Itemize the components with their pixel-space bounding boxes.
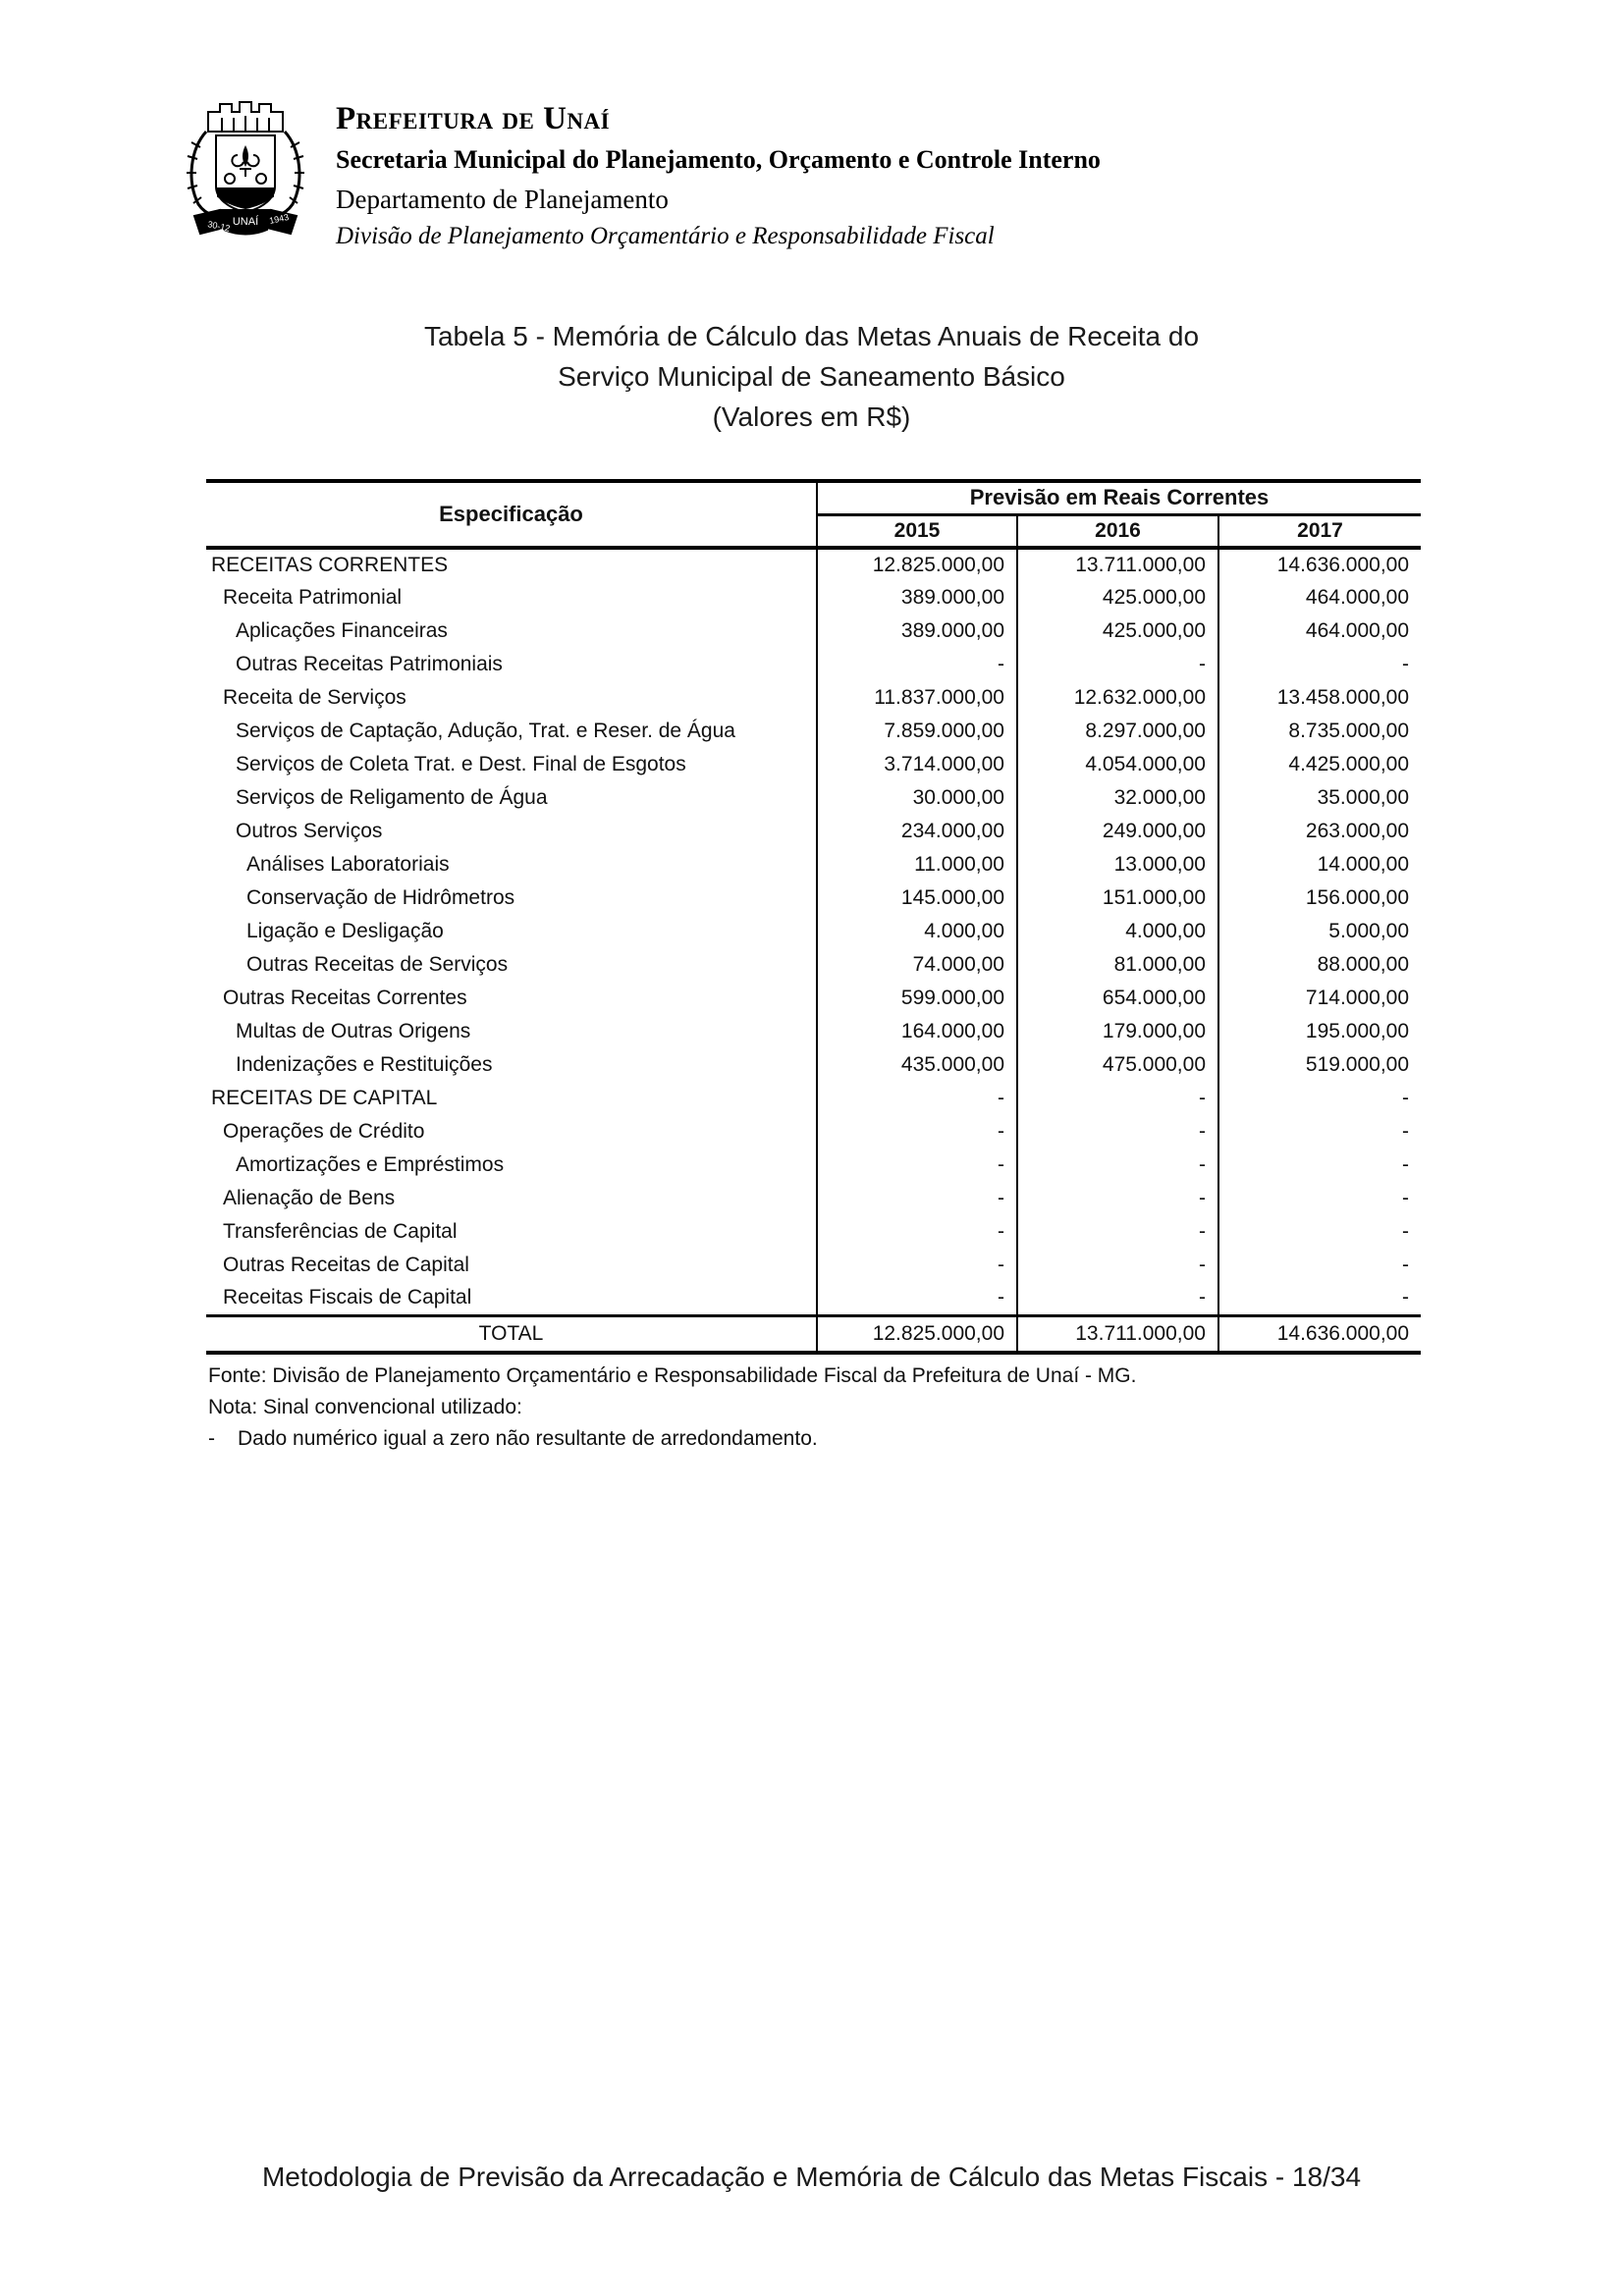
row-value: - [1218,1249,1421,1282]
table-row [206,614,1421,648]
row-value: 234.000,00 [817,815,1017,848]
year-header-2016: 2016 [1017,514,1218,548]
row-label: Outras Receitas de Serviços [246,953,509,976]
total-label: TOTAL [206,1315,817,1353]
row-value: - [1017,1249,1218,1282]
row-value: - [1218,648,1421,681]
row-value: - [817,648,1017,681]
title-line-2: Serviço Municipal de Saneamento Básico [558,361,1065,392]
letterhead-org-name: Prefeitura de Unaí [336,101,611,136]
row-value: 195.000,00 [1218,1015,1421,1048]
logo-ribbon-right-text: 1943 [268,212,291,226]
row-value: - [1017,1182,1218,1215]
total-value-2016: 13.711.000,00 [1017,1315,1218,1353]
table-row [206,1048,1421,1082]
row-value: 30.000,00 [817,781,1017,815]
table-row [206,581,1421,614]
table-row [206,648,1421,681]
letterhead [336,101,1101,250]
letterhead-departamento: Departamento de Planejamento [336,185,669,214]
row-value: 464.000,00 [1218,614,1421,648]
row-value: 32.000,00 [1017,781,1218,815]
table-total-row [206,1315,1421,1353]
row-value: - [1218,1148,1421,1182]
row-value: - [817,1082,1017,1115]
row-value: - [1017,1282,1218,1315]
logo-ribbon-left-text: 30-12 [206,219,232,234]
row-value: 7.859.000,00 [817,715,1017,748]
table-row [206,1082,1421,1115]
row-value: - [1218,1215,1421,1249]
row-value: 4.000,00 [817,915,1017,948]
row-label: Alienação de Bens [223,1187,396,1209]
letterhead-secretaria: Secretaria Municipal do Planejamento, Orçamento e Controle Interno [336,145,1101,174]
total-value-2015: 12.825.000,00 [817,1315,1017,1353]
row-value: 13.458.000,00 [1218,681,1421,715]
row-label: Indenizações e Restituições [236,1053,493,1076]
row-value: - [1218,1182,1421,1215]
row-value: 156.000,00 [1218,881,1421,915]
row-value: 249.000,00 [1017,815,1218,848]
year-header-2015: 2015 [817,514,1017,548]
row-label: RECEITAS DE CAPITAL [211,1087,438,1109]
row-value: 5.000,00 [1218,915,1421,948]
row-value: 3.714.000,00 [817,748,1017,781]
row-value: 464.000,00 [1218,581,1421,614]
note-bullet-text: Dado numérico igual a zero não resultante de arredondamento. [238,1427,818,1450]
row-value: - [1017,1215,1218,1249]
table-row [206,548,1421,581]
note-fonte: Fonte: Divisão de Planejamento Orçamentário e Responsabilidade Fiscal da Prefeitura de Unaí - MG. [208,1364,1137,1387]
year-header-2017: 2017 [1218,514,1421,548]
row-value: 14.000,00 [1218,848,1421,881]
row-value: 179.000,00 [1017,1015,1218,1048]
row-label: Outros Serviços [236,820,383,842]
row-value: 389.000,00 [817,614,1017,648]
total-value-2017: 14.636.000,00 [1218,1315,1421,1353]
row-value: - [1218,1115,1421,1148]
table-row [206,815,1421,848]
spec-column-header: Especificação [206,481,817,548]
row-value: 435.000,00 [817,1048,1017,1082]
row-value: 11.837.000,00 [817,681,1017,715]
row-label: Outras Receitas Correntes [223,987,467,1009]
row-value: 12.825.000,00 [817,548,1017,581]
note-nota: Nota: Sinal convencional utilizado: [208,1396,522,1418]
row-label: Operações de Crédito [223,1120,425,1143]
row-label: Outras Receitas Patrimoniais [236,653,503,675]
table-body [206,548,1421,1315]
row-value: 11.000,00 [817,848,1017,881]
row-value: 389.000,00 [817,581,1017,614]
unai-coat-of-arms-logo [177,90,314,247]
row-label: Serviços de Coleta Trat. e Dest. Final de Esgotos [236,753,686,775]
title-line-1: Tabela 5 - Memória de Cálculo das Metas Anuais de Receita do [423,321,1200,351]
table-row [206,1182,1421,1215]
table-header-row-group [206,481,1421,514]
table-row [206,1215,1421,1249]
row-label: Serviços de Captação, Adução, Trat. e Reser. de Água [236,720,735,742]
row-value: - [817,1115,1017,1148]
row-value: 599.000,00 [817,982,1017,1015]
page-footer: Metodologia de Previsão da Arrecadação e Memória de Cálculo das Metas Fiscais - 18/34 [261,2162,1362,2192]
row-label: Multas de Outras Origens [236,1020,471,1042]
row-label: Outras Receitas de Capital [223,1254,469,1276]
row-value: - [817,1282,1017,1315]
table-row [206,1148,1421,1182]
table-row [206,948,1421,982]
row-value: - [1218,1082,1421,1115]
row-value: - [1017,1115,1218,1148]
table-row [206,1115,1421,1148]
row-label: Transferências de Capital [223,1220,458,1243]
row-value: 425.000,00 [1017,614,1218,648]
row-value: 8.297.000,00 [1017,715,1218,748]
row-value: 4.000,00 [1017,915,1218,948]
row-value: 8.735.000,00 [1218,715,1421,748]
row-label: Receita Patrimonial [223,586,403,609]
row-value: 35.000,00 [1218,781,1421,815]
row-value: - [817,1215,1017,1249]
row-value: - [817,1249,1017,1282]
row-value: 4.425.000,00 [1218,748,1421,781]
table-row [206,848,1421,881]
row-value: 145.000,00 [817,881,1017,915]
table-row [206,748,1421,781]
row-value: 14.636.000,00 [1218,548,1421,581]
row-label: Receita de Serviços [223,686,406,709]
row-value: 81.000,00 [1017,948,1218,982]
row-value: 475.000,00 [1017,1048,1218,1082]
row-value: 74.000,00 [817,948,1017,982]
note-bullet-marker: - [208,1427,215,1450]
table-row [206,982,1421,1015]
table-row [206,1015,1421,1048]
table-row [206,1249,1421,1282]
row-label: RECEITAS CORRENTES [211,554,449,576]
row-value: - [1017,1148,1218,1182]
row-value: - [1017,1082,1218,1115]
row-label: Receitas Fiscais de Capital [223,1286,472,1309]
row-label: Serviços de Religamento de Água [236,786,548,809]
row-value: 12.632.000,00 [1017,681,1218,715]
table-row [206,1282,1421,1315]
row-value: 654.000,00 [1017,982,1218,1015]
row-value: - [817,1182,1017,1215]
table-row [206,681,1421,715]
table-row [206,715,1421,748]
row-value: 519.000,00 [1218,1048,1421,1082]
row-value: - [1017,648,1218,681]
table-row [206,881,1421,915]
row-value: 4.054.000,00 [1017,748,1218,781]
table-notes [208,1361,1136,1455]
row-label: Amortizações e Empréstimos [236,1153,505,1176]
row-value: 88.000,00 [1218,948,1421,982]
row-value: 263.000,00 [1218,815,1421,848]
group-column-header: Previsão em Reais Correntes [817,481,1421,514]
row-value: 164.000,00 [817,1015,1017,1048]
row-value: - [817,1148,1017,1182]
title-line-3: (Valores em R$) [712,401,911,432]
letterhead-divisao: Divisão de Planejamento Orçamentário e Responsabilidade Fiscal [336,223,995,249]
row-value: 151.000,00 [1017,881,1218,915]
row-value: - [1218,1282,1421,1315]
document-title [0,316,1623,437]
row-value: 714.000,00 [1218,982,1421,1015]
row-value: 13.000,00 [1017,848,1218,881]
row-label: Análises Laboratoriais [246,853,450,876]
row-label: Aplicações Financeiras [236,619,448,642]
table-row [206,781,1421,815]
row-value: 13.711.000,00 [1017,548,1218,581]
revenue-forecast-table [206,479,1421,1355]
logo-ribbon-center-text: UNAÍ [232,216,259,228]
row-value: 425.000,00 [1017,581,1218,614]
note-bullet [208,1423,1136,1455]
table-row [206,915,1421,948]
row-label: Ligação e Desligação [246,920,444,942]
row-label: Conservação de Hidrômetros [246,886,515,909]
